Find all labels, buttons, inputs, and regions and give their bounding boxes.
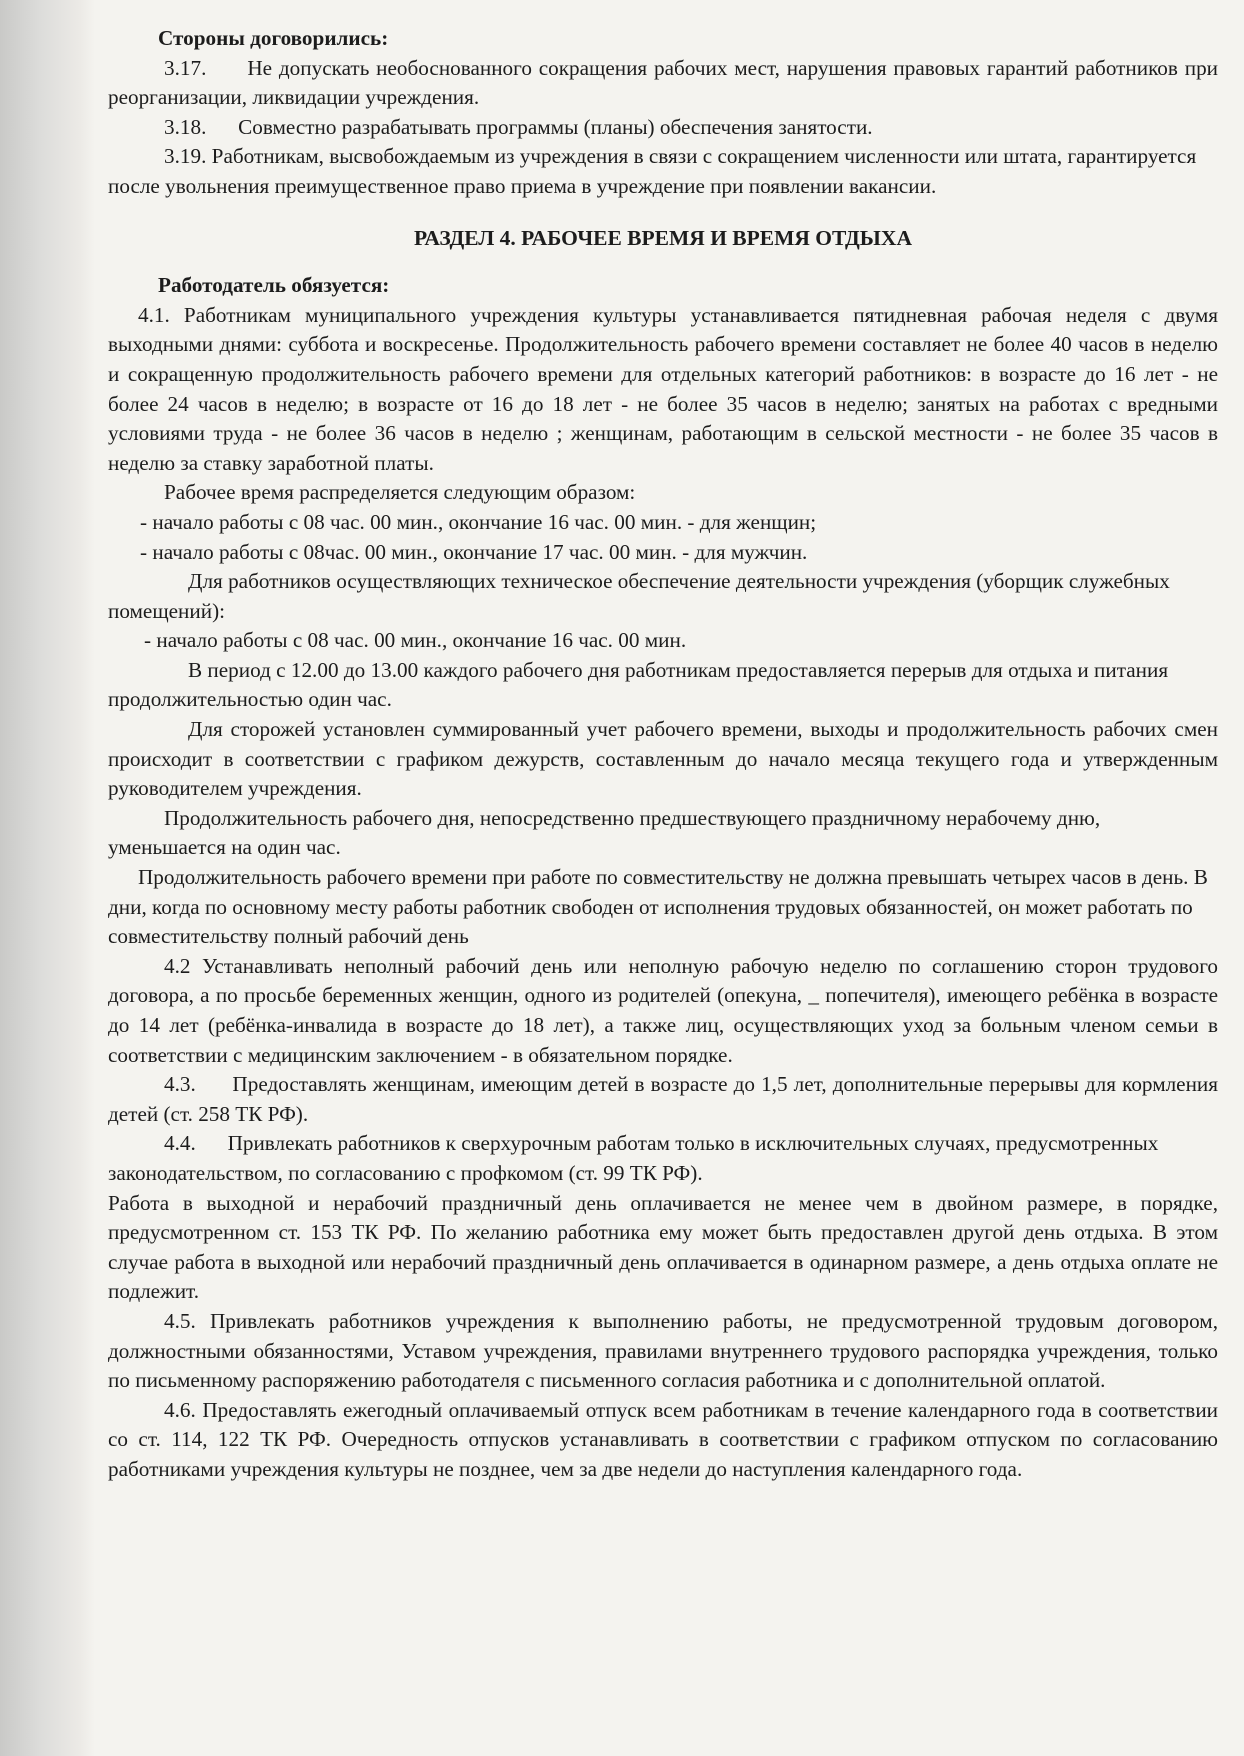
schedule-men: - начало работы с 08час. 00 мин., окончание 17 час. 00 мин. - для мужчин. bbox=[140, 539, 808, 564]
schedule-intro: Рабочее время распределяется следующим образом: bbox=[164, 480, 636, 505]
clause-3-18: 3.18. Совместно разрабатывать программы (планы) обеспечения занятости. bbox=[164, 114, 873, 139]
document-page bbox=[108, 24, 1218, 1485]
section-title: РАЗДЕЛ 4. РАБОЧЕЕ ВРЕМЯ И ВРЕМЯ ОТДЫХА bbox=[414, 225, 912, 250]
clause-4-3: 4.3. Предоставлять женщинам, имеющим детей в возрасте до 1,5 лет, дополнительные перерывы для кормления детей (ст. 258 ТК РФ). bbox=[108, 1072, 1218, 1126]
schedule-women: - начало работы с 08 час. 00 мин., окончание 16 час. 00 мин. - для женщин; bbox=[140, 509, 817, 534]
lunch-break: В период с 12.00 до 13.00 каждого рабочего дня работникам предоставляется перерыв для отдыха и питания продолжительностью один час. bbox=[108, 657, 1169, 712]
clause-3-19: 3.19. Работникам, высвобождаемым из учреждения в связи с сокращением численности или штата, гарантируется после увольнения преимущественное право приема в учреждение при появлении вакансии. bbox=[108, 144, 1197, 198]
clause-4-2: 4.2 Устанавливать неполный рабочий день или неполную рабочую неделю по соглашению сторон трудового договора, а по просьбе беременных женщин, одного из родителей (опекуна, _ попечителя), имеющего ребёнка в возрасте до 14 лет (ребёнка-инвалида в возрасте до 18 лет), а также лиц, осуществляющих уход за больным членом семьи в соответствии с медицинским заключением - в обязательном порядке. bbox=[108, 953, 1218, 1067]
clause-4-6: 4.6. Предоставлять ежегодный оплачиваемый отпуск всем работникам в течение календарного года в соответствии со ст. 114, 122 ТК РФ. Очередность отпусков устанавливать в соответствии с графиком отпуском по согласованию работниками учреждения культуры не позднее, чем за две недели до наступления календарного года. bbox=[108, 1397, 1218, 1481]
employer-heading: Работодатель обязуется: bbox=[158, 273, 390, 298]
tech-staff-note: Для работников осуществляющих техническое обеспечение деятельности учреждения (уборщик служебных помещений): bbox=[108, 569, 1170, 623]
clause-4-1: 4.1. Работникам муниципального учреждения культуры устанавливается пятидневная рабочая неделя с двумя выходными днями: суббота и воскресенье. Продолжительность рабочего времени составляет не более 40 часов в неделю и сокращенную продолжительность рабочего времени для отдельных категорий работников: в возрасте до 16 лет - не более 24 часов в неделю; в возрасте от 16 до 18 лет - не более 35 часов в неделю; занятых на работах с вредными условиями труда - не более 36 часов в неделю ; женщинам, работающим в сельской местности - не более 35 часов в неделю за ставку заработной платы. bbox=[108, 302, 1218, 475]
schedule-tech: - начало работы с 08 час. 00 мин., окончание 16 час. 00 мин. bbox=[144, 628, 687, 653]
clause-4-5: 4.5. Привлекать работников учреждения к выполнению работы, не предусмотренной трудовым договором, должностными обязанностями, Уставом учреждения, правилами внутреннего трудового распорядка учреждения, только по письменному распоряжению работодателя с письменного согласия работника и с дополнительной оплатой. bbox=[108, 1308, 1218, 1393]
clause-3-17: 3.17. Не допускать необоснованного сокращения рабочих мест, нарушения правовых гарантий работников при реорганизации, ликвидации учреждения. bbox=[108, 55, 1218, 110]
weekend-pay: Работа в выходной и нерабочий праздничный день оплачивается не менее чем в двойном размере, в порядке, предусмотренном ст. 153 ТК РФ. По желанию работника ему может быть предоставлен другой день отдыха. В этом случае работа в выходной или нерабочий праздничный день оплачивается в одинарном размере, а день отдыха оплате не подлежит. bbox=[108, 1190, 1218, 1304]
guards-schedule: Для сторожей установлен суммированный учет рабочего времени, выходы и продолжительность рабочих смен происходит в соответствии с графиком дежурств, составленным до начало месяца текущего года и утвержденным руководителем учреждения. bbox=[108, 717, 1218, 801]
pre-holiday-day: Продолжительность рабочего дня, непосредственно предшествующего праздничному нерабочему дню, уменьшается на один час. bbox=[108, 805, 1101, 860]
part-time-work: Продолжительность рабочего времени при работе по совместительству не должна превышать четырех часов в день. В дни, когда по основному месту работы работник свободен от исполнения трудовых обязанностей, он может работать по совместительству полный рабочий день bbox=[108, 865, 1208, 949]
clause-4-4: 4.4. Привлекать работников к сверхурочным работам только в исключительных случаях, предусмотренных законодательством, по согласованию с профкомом (ст. 99 ТК РФ). bbox=[108, 1131, 1159, 1185]
page-binding-shadow bbox=[0, 0, 95, 1756]
agreement-heading: Стороны договорились: bbox=[158, 26, 389, 50]
